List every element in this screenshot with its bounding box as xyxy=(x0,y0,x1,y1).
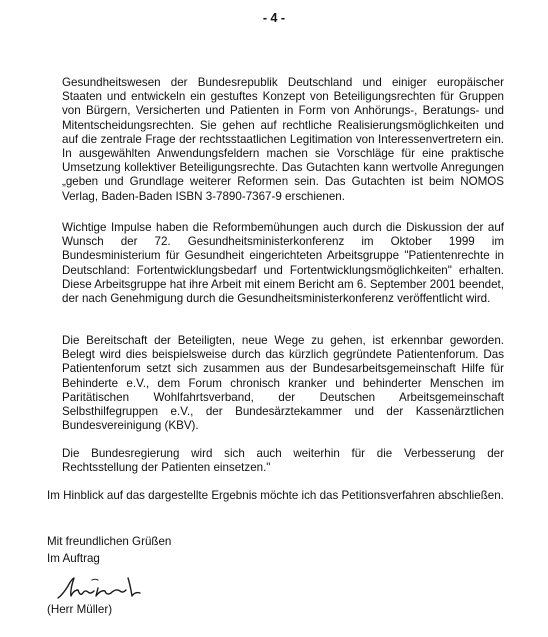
closing-greeting: Mit freundlichen Grüßen xyxy=(47,535,172,548)
paragraph-expert-report: Gesundheitswesen der Bundesrepublik Deutschland und einiger europäischer Staaten und entwickeln ein gestuftes Konzept von Beteiligungsrechten für Gruppen von Bürgern, Versicherten und Patienten in Form von Anhörungs-, Beratungs- und Mitentscheidungsrechten. Sie gehen auf rechtliche Realisierungsmöglichkeiten und auf die zentrale Frage der rechtsstaatlichen Legitimation von Interessenvertretern ein. In ausgewählten Anwendungsfeldern machen sie Vorschläge für eine praktische Umsetzung kollektiver Beteiligungsrechte. Das Gutachten kann wertvolle Anregungen „geben und Grundlage weiterer Reformen sein. Das Gutachten ist beim NOMOS Verlag, Baden-Baden ISBN 3-7890-7367-9 erschienen. xyxy=(62,76,504,203)
page-number: - 4 - xyxy=(262,11,286,25)
handwritten-signature xyxy=(52,570,172,604)
paragraph-conclusion: Im Hinblick auf das dargestellte Ergebnis möchte ich das Petitionsverfahren abschließen. xyxy=(47,489,504,502)
paragraph-government-statement: Die Bundesregierung wird sich auch weiterhin für die Verbesserung der Rechtsstellung der Patienten einsetzen." xyxy=(62,447,504,475)
paragraph-patient-forum: Die Bereitschaft der Beteiligten, neue Wege zu gehen, ist erkennbar geworden. Belegt wird dies beispielsweise durch das kürzlich gegründete Patientenforum. Das Patientenforum setzt sich zusammen aus der Bundesarbeitsgemeinschaft Hilfe für Behinderte e.V., dem Forum chronisch kranker und behinderter Menschen im Paritätischen Wohlfahrtsverband, der Deutschen Arbeitsgemeinschaft Selbsthilfegruppen e.V., der Bundesärztekammer und der Kassenärztlichen Bundesvereinigung (KBV). xyxy=(62,334,504,433)
paragraph-working-group: Wichtige Impulse haben die Reformbemühungen auch durch die Diskussion der auf Wunsch der 72. Gesundheitsministerkonferenz im Oktober 1999 im Bundesministerium für Gesundheit eingerichteten Arbeitsgruppe "Patientenrechte in Deutschland: Fortentwicklungsbedarf und Fortentwicklungsmöglichkeiten" erhalten. Diese Arbeitsgruppe hat ihre Arbeit mit einem Bericht am 6. September 2001 beendet, der nach Genehmigung durch die Gesundheitsministerkonferenz veröffentlicht wird. xyxy=(62,221,504,306)
signer-name: (Herr Müller) xyxy=(47,603,113,616)
closing-on-behalf: Im Auftrag xyxy=(47,552,100,565)
